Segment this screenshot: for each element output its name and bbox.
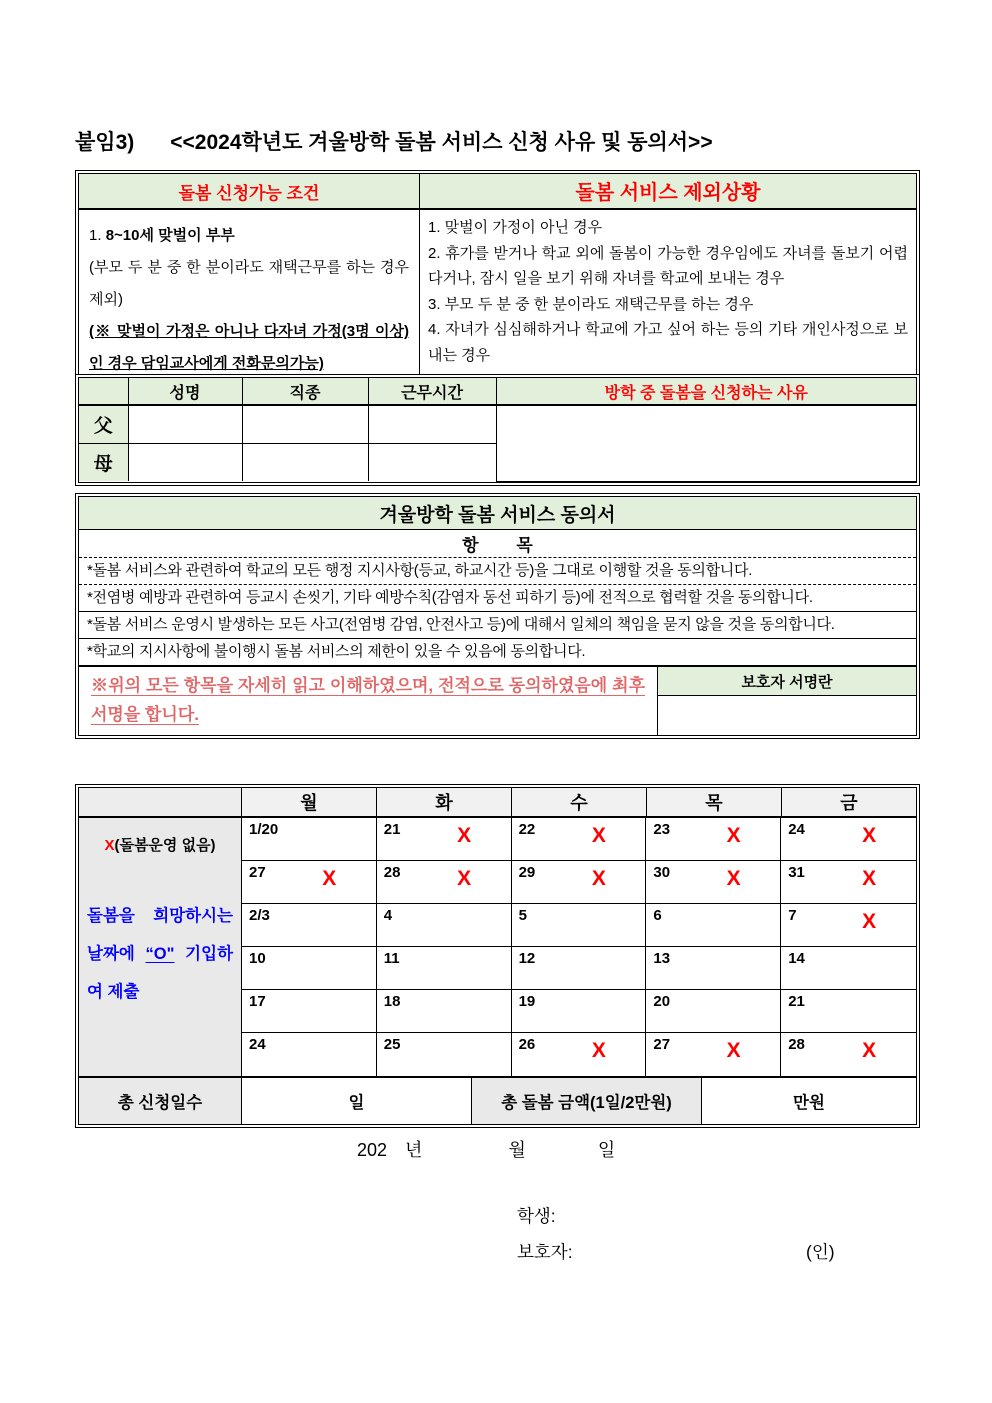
calendar-day-cell[interactable] bbox=[242, 990, 377, 1033]
calendar-day-cell[interactable] bbox=[242, 1033, 377, 1076]
calendar-day-cell[interactable] bbox=[646, 947, 781, 990]
year-prefix: 202 bbox=[357, 1140, 388, 1160]
calendar-date-label: 21 bbox=[383, 821, 401, 838]
father-name-cell[interactable] bbox=[128, 405, 242, 443]
condition-main-text: 8~10세 맞벌이 부부 bbox=[105, 227, 235, 244]
calendar-day-cell[interactable] bbox=[512, 861, 647, 904]
no-care-x-mark: X bbox=[457, 824, 472, 847]
calendar-day-cell[interactable] bbox=[781, 861, 916, 904]
calendar-day-cell[interactable] bbox=[781, 990, 916, 1033]
calendar-date-label: 21 bbox=[788, 993, 805, 1010]
seal-label: (인) bbox=[806, 1242, 835, 1262]
father-row-label: 父 bbox=[79, 405, 128, 443]
exclusion-item: 4. 자녀가 심심해하거나 학교에 가고 싶어 하는 등의 기타 개인사정으로 보내는 경우 bbox=[428, 321, 908, 364]
calendar-day-cell[interactable] bbox=[646, 818, 781, 861]
attachment-label: 붙임3) bbox=[75, 131, 135, 154]
mother-job-cell[interactable] bbox=[242, 443, 368, 481]
student-signature-label: 학생: bbox=[517, 1206, 556, 1226]
calendar-day-cell[interactable] bbox=[377, 818, 512, 861]
agreement-item: *돌봄 서비스 운영시 발생하는 모든 사고(전염병 감염, 안전사고 등)에 대해서 일체의 책임을 묻지 않을 것을 동의합니다. bbox=[79, 612, 916, 639]
father-job-cell[interactable] bbox=[242, 405, 368, 443]
calendar-legend-cell bbox=[79, 818, 242, 1076]
calendar-day-cell[interactable] bbox=[242, 904, 377, 947]
no-care-x-mark: X bbox=[862, 824, 877, 847]
calendar-date-label: 28 bbox=[788, 1036, 805, 1053]
legend-label: (돌봄운영 없음) bbox=[114, 837, 216, 854]
calendar-instruction bbox=[87, 897, 233, 1011]
calendar-date-label: 7 bbox=[788, 907, 797, 924]
no-care-x-mark: X bbox=[726, 1039, 741, 1062]
calendar-day-cell[interactable] bbox=[512, 1033, 647, 1076]
day-label: 일 bbox=[597, 1140, 616, 1160]
calendar-date-label: 4 bbox=[383, 907, 393, 924]
calendar-day-cell[interactable] bbox=[512, 818, 647, 861]
agreement-title: 겨울방학 돌봄 서비스 동의서 bbox=[79, 497, 916, 530]
calendar-date-label: 28 bbox=[383, 864, 401, 881]
calendar-date-label: 11 bbox=[383, 950, 400, 967]
calendar-date-label: 2/3 bbox=[249, 907, 270, 924]
total-fee-label: 총 돌봄 금액(1일/2만원) bbox=[472, 1078, 702, 1124]
condition-number: 1. bbox=[89, 227, 106, 244]
calendar-date-label: 1/20 bbox=[249, 821, 279, 838]
calendar-day-cell[interactable] bbox=[242, 947, 377, 990]
total-fee-value-cell[interactable]: 만원 bbox=[702, 1078, 916, 1124]
calendar-weekday-row bbox=[79, 788, 916, 818]
calendar-date-label: 30 bbox=[653, 864, 671, 881]
no-care-x-mark: X bbox=[457, 867, 472, 890]
instruction-text-end: 기입하여 제출 bbox=[87, 945, 234, 1001]
header-job: 직종 bbox=[242, 378, 368, 405]
calendar-day-cell[interactable] bbox=[646, 990, 781, 1033]
calendar-date-label: 27 bbox=[249, 864, 266, 881]
calendar-legend bbox=[87, 834, 233, 855]
calendar-day-cell[interactable] bbox=[781, 904, 916, 947]
calendar-day-cell[interactable] bbox=[781, 947, 916, 990]
total-days-label: 총 신청일수 bbox=[79, 1078, 242, 1124]
care-reason-cell[interactable] bbox=[496, 405, 916, 481]
no-care-x-mark: X bbox=[726, 867, 741, 890]
no-care-x-mark: X bbox=[726, 824, 741, 847]
father-hours-cell[interactable] bbox=[368, 405, 496, 443]
calendar-date-label: 20 bbox=[653, 993, 671, 1010]
parents-table bbox=[75, 374, 920, 486]
calendar-body bbox=[79, 818, 916, 1076]
father-row bbox=[79, 405, 916, 443]
calendar-grid bbox=[242, 818, 916, 1076]
weekday-header: 화 bbox=[377, 788, 512, 816]
calendar-date-label: 19 bbox=[518, 993, 536, 1010]
no-care-x-mark: X bbox=[322, 867, 337, 890]
agreement-bottom-row bbox=[79, 667, 916, 735]
calendar-date-label: 12 bbox=[518, 950, 536, 967]
header-name: 성명 bbox=[128, 378, 242, 405]
mother-row-label: 母 bbox=[79, 443, 128, 481]
agreement-item: *돌봄 서비스와 관련하여 학교의 모든 행정 지시사항(등교, 하교시간 등)을 그대로 이행할 것을 동의합니다. bbox=[79, 558, 916, 585]
weekday-header: 목 bbox=[647, 788, 782, 816]
calendar-day-cell[interactable] bbox=[646, 1033, 781, 1076]
calendar-date-label: 25 bbox=[383, 1036, 401, 1053]
calendar-date-label: 17 bbox=[249, 993, 266, 1010]
care-calendar-table bbox=[75, 784, 920, 1128]
no-care-x-mark: X bbox=[591, 867, 606, 890]
parents-header-row bbox=[79, 378, 916, 405]
calendar-day-cell[interactable] bbox=[646, 904, 781, 947]
mother-hours-cell[interactable] bbox=[368, 443, 496, 481]
agreement-table bbox=[75, 493, 920, 739]
agreement-item: *전염병 예방과 관련하여 등교시 손씻기, 기타 예방수칙(감염자 동선 피하기 등)에 전적으로 협력할 것을 동의합니다. bbox=[79, 585, 916, 612]
guardian-signature-block bbox=[658, 667, 916, 735]
calendar-date-label: 18 bbox=[383, 993, 401, 1010]
date-line bbox=[357, 1136, 615, 1162]
calendar-day-cell[interactable] bbox=[242, 861, 377, 904]
exclusion-item: 2. 휴가를 받거나 학교 외에 돌봄이 가능한 경우임에도 자녀를 돌보기 어렵다거나, 잠시 일을 보기 위해 자녀를 학교에 보내는 경우 bbox=[428, 244, 908, 287]
calendar-date-label: 23 bbox=[653, 821, 671, 838]
eligibility-table bbox=[75, 170, 920, 392]
weekday-header: 월 bbox=[242, 788, 377, 816]
weekday-header: 금 bbox=[782, 788, 916, 816]
no-care-x-mark: X bbox=[591, 824, 606, 847]
eligibility-header-exclusions: 돌봄 서비스 제외상황 bbox=[575, 182, 761, 204]
calendar-date-label: 14 bbox=[788, 950, 805, 967]
condition-note: (부모 두 분 중 한 분이라도 재택근무를 하는 경우 제외) bbox=[89, 259, 409, 308]
calendar-day-cell[interactable] bbox=[242, 818, 377, 861]
calendar-date-label: 5 bbox=[518, 907, 527, 924]
calendar-day-cell[interactable] bbox=[781, 818, 916, 861]
no-care-x-mark: X bbox=[862, 1039, 877, 1062]
eligibility-body-row bbox=[79, 210, 916, 388]
agreement-final-notice: ※위의 모든 항목을 자세히 읽고 이해하였으며, 전적으로 동의하였음에 최후 서명을 합니다. bbox=[79, 667, 658, 735]
mother-name-cell[interactable] bbox=[128, 443, 242, 481]
calendar-summary-row bbox=[79, 1076, 916, 1124]
header-work-hours: 근무시간 bbox=[368, 378, 496, 405]
no-care-x-mark: X bbox=[591, 1039, 606, 1062]
exclusion-item: 1. 맞벌이 가정이 아닌 경우 bbox=[428, 219, 603, 236]
instruction-o-mark: “O" bbox=[145, 945, 175, 963]
exclusion-list-cell bbox=[420, 210, 916, 388]
header-care-reason: 방학 중 돌봄을 신청하는 사유 bbox=[496, 378, 916, 405]
signature-field[interactable] bbox=[658, 696, 916, 735]
condition-line-1 bbox=[89, 220, 409, 252]
page-title bbox=[75, 126, 713, 156]
calendar-day-cell[interactable] bbox=[512, 990, 647, 1033]
calendar-date-label: 29 bbox=[518, 864, 536, 881]
month-label: 월 bbox=[508, 1140, 526, 1160]
instruction-text-start: 돌봄을 희망하시는 날짜에 bbox=[87, 907, 233, 963]
guardian-signature-label: 보호자: bbox=[517, 1242, 573, 1262]
calendar-date-label: 26 bbox=[518, 1036, 536, 1053]
eligibility-header-row bbox=[79, 174, 916, 210]
calendar-date-label: 31 bbox=[788, 864, 805, 881]
calendar-day-cell[interactable] bbox=[646, 861, 781, 904]
weekday-header: 수 bbox=[512, 788, 647, 816]
calendar-corner-cell bbox=[79, 788, 242, 816]
calendar-date-label: 13 bbox=[653, 950, 671, 967]
parents-corner-cell bbox=[79, 378, 128, 405]
legend-x-mark: X bbox=[104, 837, 115, 854]
exclusion-item: 3. 부모 두 분 중 한 분이라도 재택근무를 하는 경우 bbox=[428, 295, 754, 313]
document-title: <<2024학년도 겨울방학 돌봄 서비스 신청 사유 및 동의서>> bbox=[170, 131, 713, 154]
calendar-date-label: 24 bbox=[788, 821, 805, 838]
condition-special-note: (※ 맞벌이 가정은 아니나 다자녀 가정(3명 이상)인 경우 담임교사에게 전화문의가능) bbox=[89, 323, 409, 372]
total-days-value-cell[interactable]: 일 bbox=[242, 1078, 472, 1124]
calendar-day-cell[interactable] bbox=[377, 1033, 512, 1076]
calendar-date-label: 24 bbox=[249, 1036, 266, 1053]
calendar-day-cell[interactable] bbox=[512, 947, 647, 990]
calendar-day-cell[interactable] bbox=[377, 990, 512, 1033]
agreement-item: *학교의 지시사항에 불이행시 돌봄 서비스의 제한이 있을 수 있음에 동의합니다. bbox=[79, 639, 916, 667]
eligibility-header-conditions: 돌봄 신청가능 조건 bbox=[79, 174, 420, 208]
eligibility-conditions-cell bbox=[79, 210, 420, 388]
calendar-date-label: 10 bbox=[249, 950, 266, 967]
calendar-day-cell[interactable] bbox=[781, 1033, 916, 1076]
agreement-subtitle: 항 목 bbox=[79, 530, 916, 558]
signature-header: 보호자 서명란 bbox=[658, 667, 916, 696]
no-care-x-mark: X bbox=[862, 910, 877, 933]
calendar-day-cell[interactable] bbox=[377, 861, 512, 904]
calendar-day-cell[interactable] bbox=[377, 947, 512, 990]
no-care-x-mark: X bbox=[862, 867, 877, 890]
calendar-date-label: 6 bbox=[653, 907, 662, 924]
calendar-date-label: 22 bbox=[518, 821, 536, 838]
year-label: 년 bbox=[405, 1140, 423, 1160]
calendar-day-cell[interactable] bbox=[377, 904, 512, 947]
calendar-date-label: 27 bbox=[653, 1036, 671, 1053]
calendar-day-cell[interactable] bbox=[512, 904, 647, 947]
